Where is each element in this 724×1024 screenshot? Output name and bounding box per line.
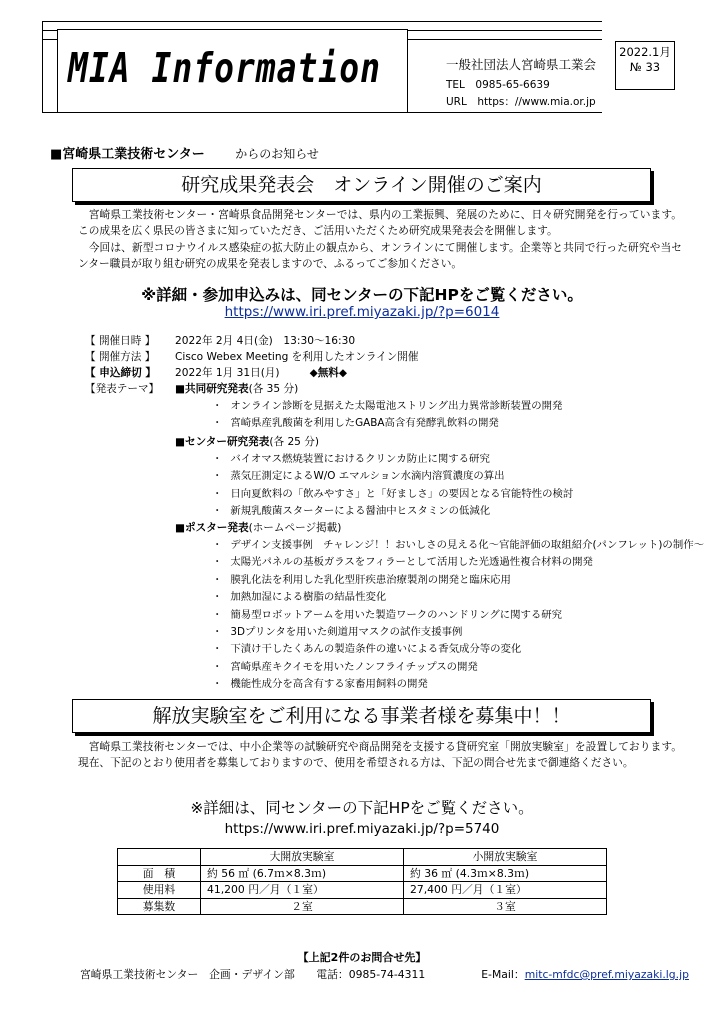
- lab-description: [78, 739, 682, 772]
- contact-title: 【上記2件のお問合せ先】: [297, 951, 427, 964]
- table-cell: 27,400 円／月（１室）: [404, 882, 607, 899]
- event-method-label: 【 開催方法 】: [85, 351, 156, 363]
- event-date-row: [85, 333, 355, 348]
- table-row-head: 面 積: [118, 865, 201, 882]
- table-header-cell: 大開放実験室: [201, 849, 404, 866]
- group-poster-head: [175, 520, 341, 535]
- event-method-value: Cisco Webex Meeting を利用したオンライン開催: [175, 351, 419, 363]
- publisher-name: 一般社団法人宮崎県工業会: [446, 57, 597, 72]
- event-description-p2: 今回は、新型コロナウイルス感染症の拡大防止の観点から、オンラインにて開催します。企業等と共同で行った研究や当センター職員が取り組む研究の成果を発表しますので、ふるってご参加ください。: [78, 240, 682, 271]
- event-description-p1: 宮崎県工業技術センター・宮崎県食品開発センターでは、県内の工業振興、発展のために、日々研究開発を行っています。この成果を広く県民の皆さまに知っていただき、ご活用いただくため研究成果発表会を開催します。: [78, 208, 682, 238]
- event-fee-badge: ◆無料◆: [309, 367, 348, 379]
- event-deadline-label: 【 申込締切 】: [85, 367, 156, 379]
- section-label-main: ■宮崎県工業技術センター: [50, 147, 205, 162]
- group-poster-list: [212, 537, 704, 694]
- event-title-box: [72, 168, 651, 202]
- event-link[interactable]: [0, 304, 724, 320]
- table-cell: ３室: [404, 898, 607, 915]
- lab-title: 解放実験室をご利用になる事業者様を募集中！！: [152, 705, 571, 727]
- table-cell: ２室: [201, 898, 404, 915]
- table-cell: 約 36 ㎡ (4.3ｍ×8.3ｍ): [404, 865, 607, 882]
- table-row-head: 使用料: [118, 882, 201, 899]
- event-description: [78, 207, 682, 273]
- contact-mail-link[interactable]: mitc-mfdc@pref.miyazaki.lg.jp: [524, 968, 689, 981]
- list-item: ・ 膜乳化法を利用した乳化型肝疾患治療製剤の開発と臨床応用: [212, 572, 704, 589]
- theme-label: 【発表テーマ】: [85, 383, 160, 395]
- issue-date: 2022.1月: [619, 45, 671, 59]
- group-joint-head: [175, 381, 298, 396]
- table-header-cell: [118, 849, 201, 866]
- issue-number: № 33: [629, 60, 661, 74]
- table-cell: 約 56 ㎡ (6.7ｍ×8.3ｍ): [201, 865, 404, 882]
- table-header-row: [118, 849, 607, 866]
- list-item: ・ 加熱加湿による樹脂の結晶性変化: [212, 589, 704, 606]
- list-item: ・ 蒸気圧測定によるW/O エマルション水滴内溶質濃度の算出: [212, 468, 573, 485]
- contact-org: 宮崎県工業技術センター 企画・デザイン部: [80, 968, 295, 981]
- table-header-cell: 小開放実験室: [404, 849, 607, 866]
- contact-mail-label: E-Mail：: [481, 968, 525, 981]
- list-item: ・ 3Dプリンタを用いた剣道用マスクの試作支援事例: [212, 624, 704, 641]
- group-poster-title: ■ポスター発表: [175, 522, 249, 534]
- event-method-row: [85, 349, 418, 364]
- table-row: [118, 898, 607, 915]
- contact-line: [80, 967, 689, 982]
- group-center-title: ■センター研究発表: [175, 436, 270, 448]
- list-item: ・ 新規乳酸菌スターターによる醤油中ヒスタミンの低減化: [212, 503, 573, 520]
- newsletter-title: MIA Information: [68, 43, 382, 92]
- group-center-list: [212, 451, 573, 521]
- issue-box: [615, 41, 675, 90]
- event-date-value: 2022年 2月 4日(金) 13:30～16:30: [175, 335, 356, 347]
- section-label-sub: からのお知らせ: [235, 147, 319, 161]
- list-item: ・ オンライン診断を見据えた太陽電池ストリング出力異常診断装置の開発: [212, 398, 562, 415]
- list-item: ・ 機能性成分を高含有する家畜用飼料の開発: [212, 676, 704, 693]
- lab-notice: ※詳細は、同センターの下記HPをご覧ください。: [190, 799, 534, 817]
- event-deadline-row: [85, 365, 347, 380]
- event-date-label: 【 開催日時 】: [85, 335, 156, 347]
- group-joint-title: ■共同研究発表: [175, 383, 249, 395]
- group-joint-list: [212, 398, 562, 433]
- event-link-text[interactable]: https://www.iri.pref.miyazaki.jp/?p=6014: [224, 304, 500, 320]
- list-item: ・ バイオマス燃焼装置におけるクリンカ防止に関する研究: [212, 451, 573, 468]
- list-item: ・ 宮崎県産乳酸菌を利用したGABA高含有発酵乳飲料の開発: [212, 415, 562, 432]
- list-item: ・ 下漬け干したくあんの製造条件の違いによる香気成分等の変化: [212, 641, 704, 658]
- lab-title-box: [72, 699, 651, 733]
- section-label: [50, 143, 319, 162]
- list-item: ・ 太陽光パネルの基板ガラスをフィラーとして活用した光透過性複合材料の開発: [212, 554, 704, 571]
- group-joint-count: (各 35 分): [248, 383, 299, 395]
- lab-link[interactable]: https://www.iri.pref.miyazaki.jp/?p=5740: [224, 821, 500, 837]
- contact-tel: 電話：0985-74-4311: [316, 968, 426, 981]
- list-item: ・ デザイン支援事例 チャレンジ！！おいしさの見える化～官能評価の取組紹介(パンフレット)の制作～: [212, 537, 704, 554]
- list-item: ・ 日向夏飲料の「飲みやすさ」と「好ましさ」の要因となる官能特性の検討: [212, 486, 573, 503]
- table-row: [118, 882, 607, 899]
- event-notice: ※詳細・参加申込みは、同センターの下記HPをご覧ください。: [141, 286, 583, 304]
- publisher-tel: TEL 0985-65-6639: [446, 79, 550, 91]
- group-center-count: (各 25 分): [269, 436, 320, 448]
- lab-description-p1: 宮崎県工業技術センターでは、中小企業等の試験研究や商品開発を支援する貸研究室「開放実験室」を設置しております。 現在、下記のとおり使用者を募集しておりますので、使用を希望される方は、下記の問合せ先まで御連絡ください。: [78, 740, 682, 770]
- event-title: 研究成果発表会 オンライン開催のご案内: [181, 174, 542, 196]
- publisher-url: URL https：//www.mia.or.jp: [446, 96, 596, 108]
- list-item: ・ 簡易型ロボットアームを用いた製造ワークのハンドリングに関する研究: [212, 607, 704, 624]
- table-row: [118, 865, 607, 882]
- group-center-head: [175, 434, 319, 449]
- table-row-head: 募集数: [118, 898, 201, 915]
- lab-room-table: [117, 848, 607, 915]
- table-cell: 41,200 円／月（１室）: [201, 882, 404, 899]
- group-poster-count: (ホームページ掲載): [248, 522, 342, 534]
- event-deadline-value: 2022年 1月 31日(月): [175, 367, 280, 379]
- list-item: ・ 宮崎県産キクイモを用いたノンフライチップスの開発: [212, 659, 704, 676]
